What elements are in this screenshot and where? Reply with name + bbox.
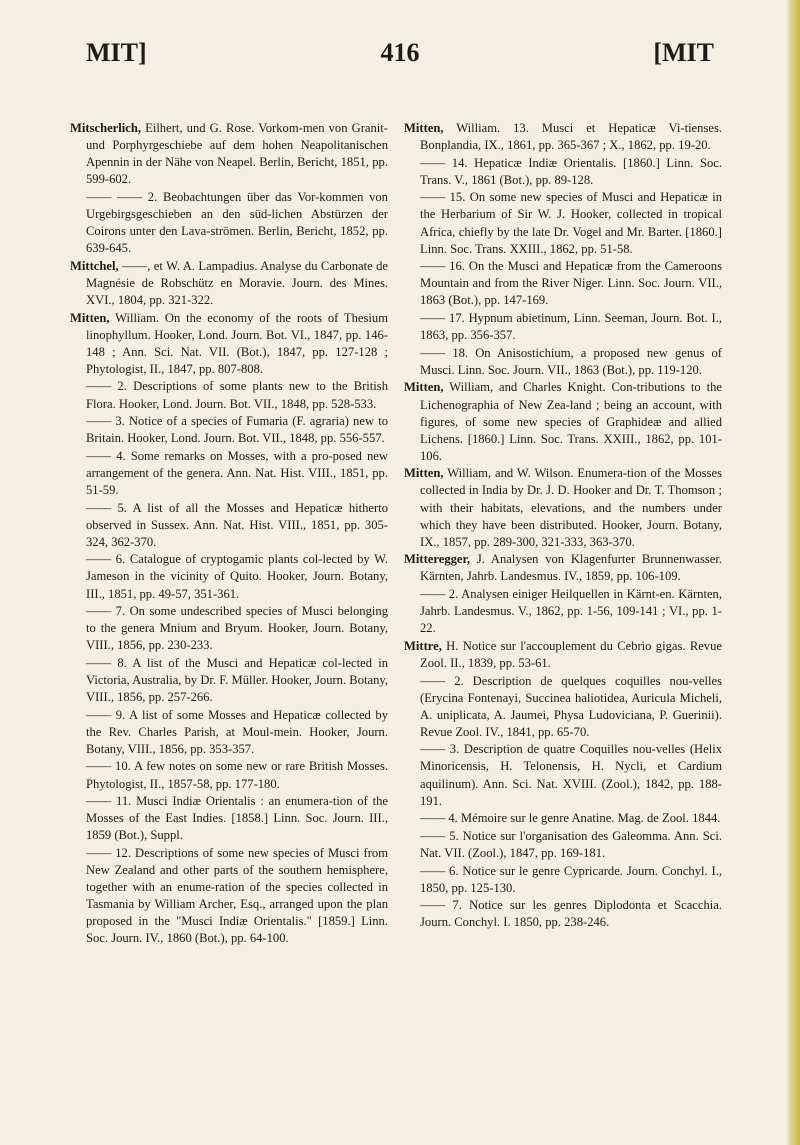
ditto-dash: —— (420, 311, 446, 326)
bibliography-sub-entry (70, 448, 388, 499)
bibliography-sub-entry (70, 655, 388, 706)
ditto-dash: —— (420, 587, 446, 602)
entry-text: 3. Description de quatre Coquilles nou-velles (Helix Minoricensis, H. Telonensis, H. Nycli, et Cardium aquilinum). Ann. Sci. Nat. XVIII. (Zool.), 1842, pp. 188-191. (420, 742, 722, 808)
entry-text: 2. Beobachtungen über das Vor-kommen von Urgebirgsgeschieben an den süd-lichen Abstürzen der Coirons unter den Lava-strömen. Berlin, Bericht, 1852, pp. 639-645. (86, 189, 388, 256)
bibliography-sub-entry (70, 500, 388, 551)
running-header (86, 38, 714, 78)
entry-text: 18. On Anisostichium, a proposed new genus of Musci. Linn. Soc. Journ. VII., 1863 (Bot.), pp. 119-120. (420, 345, 722, 377)
ditto-dash: —— (86, 448, 112, 463)
bibliography-entry (404, 465, 722, 550)
entry-text: William, and W. Wilson. Enumera-tion of the Mosses collected in India by Dr. J. D. Hooker and Dr. T. Thomson ; with their habitats, elevations, and the numbers under which they have been distributed. Hooker, Journ. Botany, IX., 1857, pp. 289-300, 321-333, 363-370. (420, 466, 722, 549)
ditto-dash: —— (86, 379, 112, 394)
bibliography-sub-entry (404, 155, 722, 189)
ditto-dash: —— (86, 794, 112, 809)
ditto-dash: —— (420, 811, 446, 826)
bibliography-sub-entry (404, 863, 722, 897)
bibliography-sub-entry (404, 741, 722, 809)
ditto-dash: —— —— (86, 189, 143, 204)
ditto-dash: —— (86, 414, 112, 429)
bibliography-sub-entry (404, 586, 722, 637)
author-name: Mitteregger, (404, 552, 471, 567)
bibliography-sub-entry (404, 828, 722, 862)
bibliography-sub-entry (70, 413, 388, 447)
entry-text: 2. Analysen einiger Heilquellen in Kärnt-en. Kärnten, Jahrb. Landesmus. V., 1862, pp. 1-56, 109-141 ; VI., pp. 1-22. (420, 587, 722, 636)
entry-text: 9. A list of some Mosses and Hepaticæ collected by the Rev. Charles Parish, at Moul-mein. Hooker, Journ. Botany, VIII., 1856, pp. 353-357. (86, 707, 388, 756)
bibliography-sub-entry (404, 345, 722, 379)
header-left: MIT] (86, 38, 147, 67)
entry-text: William, and Charles Knight. Con-tributions to the Lichenographia of New Zea-land ; being an account, with figures, of some new species of Graphideæ and allied Lichens. [1860.] Linn. Soc. Trans. XXIII., 1862, pp. 101-106. (420, 380, 722, 463)
ditto-dash: —— (420, 259, 446, 274)
author-name: Mittchel, (70, 258, 119, 273)
entry-text: 2. Descriptions of some plants new to the British Flora. Hooker, Lond. Journ. Bot. VII., 1848, pp. 528-533. (86, 379, 388, 411)
entry-text: 4. Mémoire sur le genre Anatine. Mag. de Zool. 1844. (445, 811, 721, 826)
author-name: Mitten, (70, 310, 110, 325)
ditto-dash: —— (420, 898, 446, 913)
bibliography-sub-entry (70, 707, 388, 758)
bibliography-sub-entry (70, 378, 388, 412)
bibliography-sub-entry (70, 603, 388, 654)
bibliography-sub-entry (404, 189, 722, 257)
page-number: 416 (380, 38, 420, 67)
author-name: Mitten, (404, 121, 444, 135)
author-name: Mitten, (404, 466, 444, 481)
bibliography-entry (70, 258, 388, 309)
entry-text: 15. On some new species of Musci and Hepaticæ in the Herbarium of Sir W. J. Hooker, collected in tropical Africa, chiefly by the late Dr. Vogel and Mr. Barter. [1860.] Linn. Soc. Trans. XXIII., 1862, pp. 51-58. (420, 190, 722, 256)
ditto-dash: —— (86, 500, 112, 515)
bibliography-entry (404, 379, 722, 464)
entry-text: 12. Descriptions of some new species of Musci from New Zealand and other parts of the southern hemisphere, together with an enume-ration of the species collected in Tasmania by William Archer, Esq., arranged upon the plan proposed in the "Musci Indiæ Orientalis." [1859.] Linn. Soc. Journ. IV., 1860 (Bot.), pp. 64-100. (86, 845, 388, 946)
bibliography-sub-entry (404, 258, 722, 309)
bibliography-sub-entry (70, 758, 388, 792)
entry-text: 14. Hepaticæ Indiæ Orientalis. [1860.] Linn. Soc. Trans. V., 1861 (Bot.), pp. 89-128. (420, 155, 722, 187)
ditto-dash: —— (86, 707, 112, 722)
entry-text: 4. Some remarks on Mosses, with a pro-posed new arrangement of the genera. Ann. Nat. Hist. VIII., 1851, pp. 51-59. (86, 448, 388, 497)
entry-text: 10. A few notes on some new or rare British Mosses. Phytologist, II., 1857-58, pp. 177-180. (86, 759, 388, 791)
ditto-dash: —— (420, 828, 446, 843)
ditto-dash: —— (420, 673, 446, 688)
bibliography-sub-entry (404, 810, 722, 827)
bibliography-entry (404, 120, 722, 154)
ditto-dash: —— (86, 845, 112, 860)
ditto-dash: —— (86, 604, 112, 619)
entry-text: 5. Notice sur l'organisation des Galeomma. Ann. Sci. Nat. VII. (Zool.), 1847, pp. 169-181. (420, 828, 722, 860)
author-name: Mitten, (404, 380, 444, 395)
entry-text: Eilhert, und G. Rose. Vorkom-men von Granit- und Porphyrgeschiebe auf dem hohen Neapolitanischen Apennin in der Nähe von Neapel. Berlin, Bericht, 1851, pp. 599-602. (86, 121, 388, 187)
author-name: Mittre, (404, 638, 442, 653)
entry-text: 17. Hypnum abietinum, Linn. Seeman, Journ. Bot. I., 1863, pp. 356-357. (420, 311, 722, 343)
entry-text: H. Notice sur l'accouplement du Cebrio gigas. Revue Zool. II., 1839, pp. 53-61. (420, 638, 722, 670)
left-column (70, 120, 388, 948)
entry-text: 3. Notice of a species of Fumaria (F. agraria) new to Britain. Hooker, Lond. Journ. Bot. VII., 1848, pp. 556-557. (86, 414, 388, 446)
ditto-dash: —— (86, 552, 112, 567)
bibliography-entry (70, 310, 388, 378)
bibliography-sub-entry (404, 310, 722, 344)
entry-text: William. 13. Musci et Hepaticæ Vi-tienses. Bonplandia, IX., 1861, pp. 365-367 ; X., 1862, pp. 19-20. (420, 121, 722, 153)
entry-text: J. Analysen von Klagenfurter Brunnenwasser. Kärnten, Jahrb. Landesmus. IV., 1859, pp. 106-109. (420, 552, 722, 584)
bibliography-sub-entry (70, 551, 388, 602)
entry-text: 2. Description de quelques coquilles nou-velles (Erycina Fontenayi, Succinea haliotidea, Auricula Micheli, A. uniplicata, A. Jaumei, Physa Ludoviciana, P. Guerinii). Revue Zool. IV., 1841, pp. 65-70. (420, 673, 722, 739)
entry-text: 8. A list of the Musci and Hepaticæ col-lected in Victoria, Australia, by Dr. F. Müller. Hooker, Journ. Botany, VIII., 1856, pp. 257-266. (86, 655, 388, 705)
author-name: Mitscherlich, (70, 121, 141, 135)
ditto-dash: —— (420, 345, 446, 360)
entry-text: 16. On the Musci and Hepaticæ from the Cameroons Mountain and from the River Niger. Linn. Soc. Journ. VII., 1863 (Bot.), pp. 147-169. (420, 259, 722, 308)
entry-text: 7. On some undescribed species of Musci belonging to the genera Mnium and Bryum. Hooker, Journ. Botany, VIII., 1856, pp. 230-233. (86, 604, 388, 653)
bibliography-entry (404, 638, 722, 672)
page-edge-decoration (786, 0, 800, 1145)
right-column (404, 120, 722, 932)
ditto-dash: —— (86, 759, 112, 774)
entry-text: ——, et W. A. Lampadius. Analyse du Carbonate de Magnésie de Robschütz en Moravie. Journ. des Mines. XVI., 1804, pp. 321-322. (86, 258, 388, 307)
ditto-dash: —— (86, 655, 112, 670)
ditto-dash: —— (420, 190, 446, 205)
bibliography-entry (404, 551, 722, 585)
bibliography-sub-entry (70, 845, 388, 948)
entry-text: 6. Notice sur le genre Cypricarde. Journ. Conchyl. I., 1850, pp. 125-130. (420, 863, 722, 895)
entry-text: 5. A list of all the Mosses and Hepaticæ hitherto observed in Sussex. Ann. Nat. Hist. VIII., 1851, pp. 305-324, 362-370. (86, 500, 388, 549)
ditto-dash: —— (420, 742, 446, 757)
entry-text: William. On the economy of the roots of Thesium linophyllum. Hooker, Lond. Journ. Bot. VI., 1847, pp. 146-148 ; Ann. Sci. Nat. VII. (Bot.), 1847, pp. 127-128 ; Phytologist, II., 1847, pp. 807-808. (86, 310, 388, 376)
bibliography-sub-entry (404, 673, 722, 741)
entry-text: 6. Catalogue of cryptogamic plants col-lected by W. Jameson in the vicinity of Quito. Hooker, Journ. Botany, III., 1851, pp. 49-57, 351-361. (86, 552, 388, 601)
bibliography-sub-entry (70, 793, 388, 844)
bibliography-sub-entry (404, 897, 722, 931)
ditto-dash: —— (420, 863, 446, 878)
bibliography-sub-entry (70, 189, 388, 257)
bibliography-entry (70, 120, 388, 188)
ditto-dash: —— (420, 155, 446, 170)
entry-text: 11. Musci Indiæ Orientalis : an enumera-tion of the Mosses of the East Indies. [1858.] Linn. Soc. Journ. III., 1859 (Bot.), Suppl. (86, 794, 388, 843)
entry-text: 7. Notice sur les genres Diplodonta et Scacchia. Journ. Conchyl. I. 1850, pp. 238-246. (420, 898, 722, 930)
header-right: [MIT (653, 38, 714, 67)
